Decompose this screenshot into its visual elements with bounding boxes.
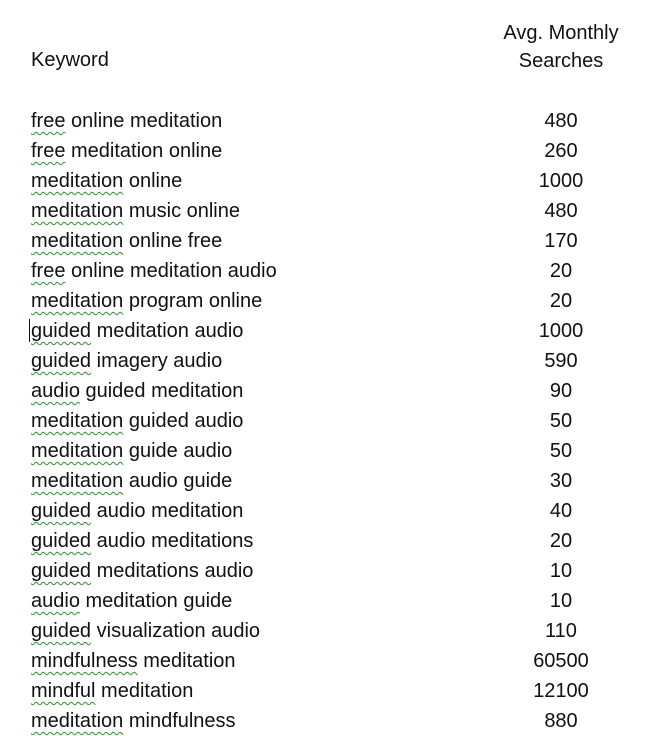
spellcheck-flagged-word: audio — [31, 380, 80, 402]
keyword-rest: music online — [123, 200, 240, 222]
search-volume-cell[interactable]: 880 — [544, 710, 578, 732]
keyword-rest: visualization audio — [91, 620, 261, 642]
keyword-rest: guided meditation — [79, 380, 244, 402]
keyword-table — [0, 106, 655, 736]
keyword-rest: online meditation — [65, 110, 223, 132]
keyword-rest: meditation audio — [91, 320, 244, 342]
table-row — [0, 346, 655, 376]
table-row — [0, 256, 655, 286]
search-volume-cell[interactable]: 260 — [544, 140, 578, 162]
keyword-rest: meditation — [137, 650, 236, 672]
keyword-cell[interactable] — [31, 558, 253, 584]
table-row — [0, 196, 655, 226]
spellcheck-flagged-word: mindfulness — [31, 650, 138, 672]
spellcheck-flagged-word: meditation — [31, 470, 124, 492]
table-row — [0, 556, 655, 586]
keyword-cell[interactable] — [31, 168, 182, 194]
keyword-cell[interactable] — [31, 138, 222, 164]
table-row — [0, 316, 655, 346]
keyword-cell[interactable] — [31, 348, 222, 374]
keyword-cell[interactable] — [31, 288, 262, 314]
search-volume-cell[interactable]: 60500 — [533, 650, 589, 672]
keyword-cell[interactable] — [31, 678, 193, 704]
keyword-rest: imagery audio — [91, 350, 223, 372]
keyword-rest: meditation — [95, 680, 194, 702]
spellcheck-flagged-word: free — [31, 260, 66, 282]
table-row — [0, 676, 655, 706]
keyword-rest: program online — [123, 290, 263, 312]
search-volume-cell[interactable]: 480 — [544, 200, 578, 222]
keyword-cell[interactable] — [31, 318, 243, 344]
keyword-cell[interactable] — [31, 498, 243, 524]
keyword-rest: audio meditations — [91, 530, 254, 552]
keyword-rest: online — [123, 170, 183, 192]
table-row — [0, 496, 655, 526]
table-row — [0, 616, 655, 646]
keyword-cell[interactable] — [31, 198, 240, 224]
keyword-rest: guide audio — [123, 440, 233, 462]
keyword-rest: mindfulness — [123, 710, 236, 732]
keyword-cell[interactable] — [31, 408, 243, 434]
table-row — [0, 286, 655, 316]
keyword-cell[interactable] — [31, 258, 277, 284]
spellcheck-flagged-word: meditation — [31, 230, 124, 252]
spellcheck-flagged-word: guided — [31, 320, 92, 342]
table-row — [0, 646, 655, 676]
keyword-cell[interactable] — [31, 618, 260, 644]
table-row — [0, 466, 655, 496]
keyword-rest: meditations audio — [91, 560, 254, 582]
table-row — [0, 376, 655, 406]
search-volume-cell[interactable]: 50 — [549, 440, 573, 462]
spellcheck-flagged-word: guided — [31, 350, 92, 372]
keyword-rest: online free — [123, 230, 223, 252]
keyword-rest: guided audio — [123, 410, 244, 432]
table-row — [0, 136, 655, 166]
text-cursor — [29, 319, 30, 342]
keyword-cell[interactable] — [31, 468, 232, 494]
keyword-cell[interactable] — [31, 648, 236, 674]
keyword-cell[interactable] — [31, 588, 232, 614]
table-row — [0, 526, 655, 556]
spellcheck-flagged-word: free — [31, 140, 66, 162]
keyword-cell[interactable] — [31, 378, 243, 404]
search-volume-cell[interactable]: 50 — [549, 410, 573, 432]
search-volume-cell[interactable]: 10 — [549, 560, 573, 582]
spellcheck-flagged-word: mindful — [31, 680, 96, 702]
spellcheck-flagged-word: meditation — [31, 710, 124, 732]
searches-header-line-1: Avg. Monthly — [503, 22, 619, 44]
search-volume-cell[interactable]: 40 — [549, 500, 573, 522]
table-row — [0, 586, 655, 616]
spellcheck-flagged-word: meditation — [31, 170, 124, 192]
keyword-cell[interactable] — [31, 528, 253, 554]
keyword-cell[interactable] — [31, 228, 222, 254]
searches-column-header — [482, 19, 640, 75]
keyword-column-header: Keyword — [31, 49, 109, 71]
search-volume-cell[interactable]: 10 — [549, 590, 573, 612]
keyword-rest: meditation online — [65, 140, 223, 162]
search-volume-cell[interactable]: 110 — [545, 620, 577, 642]
spellcheck-flagged-word: free — [31, 110, 66, 132]
search-volume-cell[interactable]: 1000 — [538, 170, 584, 192]
table-row — [0, 166, 655, 196]
table-row — [0, 706, 655, 736]
search-volume-cell[interactable]: 20 — [549, 290, 573, 312]
search-volume-cell[interactable]: 12100 — [533, 680, 589, 702]
spellcheck-flagged-word: guided — [31, 530, 92, 552]
search-volume-cell[interactable]: 170 — [544, 230, 578, 252]
keyword-rest: online meditation audio — [65, 260, 277, 282]
search-volume-cell[interactable]: 20 — [549, 260, 573, 282]
search-volume-cell[interactable]: 480 — [544, 110, 578, 132]
table-row — [0, 436, 655, 466]
keyword-rest: audio guide — [123, 470, 233, 492]
keyword-rest: audio meditation — [91, 500, 244, 522]
search-volume-cell[interactable]: 590 — [544, 350, 578, 372]
keyword-cell[interactable] — [31, 708, 236, 734]
spellcheck-flagged-word: meditation — [31, 440, 124, 462]
spellcheck-flagged-word: audio — [31, 590, 80, 612]
table-row — [0, 106, 655, 136]
keyword-cell[interactable] — [31, 108, 222, 134]
search-volume-cell[interactable]: 20 — [549, 530, 573, 552]
spellcheck-flagged-word: meditation — [31, 410, 124, 432]
search-volume-cell[interactable]: 90 — [549, 380, 573, 402]
spellcheck-flagged-word: meditation — [31, 200, 124, 222]
searches-header-line-2: Searches — [518, 50, 604, 72]
keyword-cell[interactable] — [31, 438, 232, 464]
table-row — [0, 406, 655, 436]
table-header — [0, 0, 655, 90]
spellcheck-flagged-word: meditation — [31, 290, 124, 312]
spellcheck-flagged-word: guided — [31, 500, 92, 522]
search-volume-cell[interactable]: 1000 — [538, 320, 584, 342]
spellcheck-flagged-word: guided — [31, 620, 92, 642]
table-row — [0, 226, 655, 256]
keyword-rest: meditation guide — [79, 590, 233, 612]
search-volume-cell[interactable]: 30 — [549, 470, 573, 492]
spellcheck-flagged-word: guided — [31, 560, 92, 582]
